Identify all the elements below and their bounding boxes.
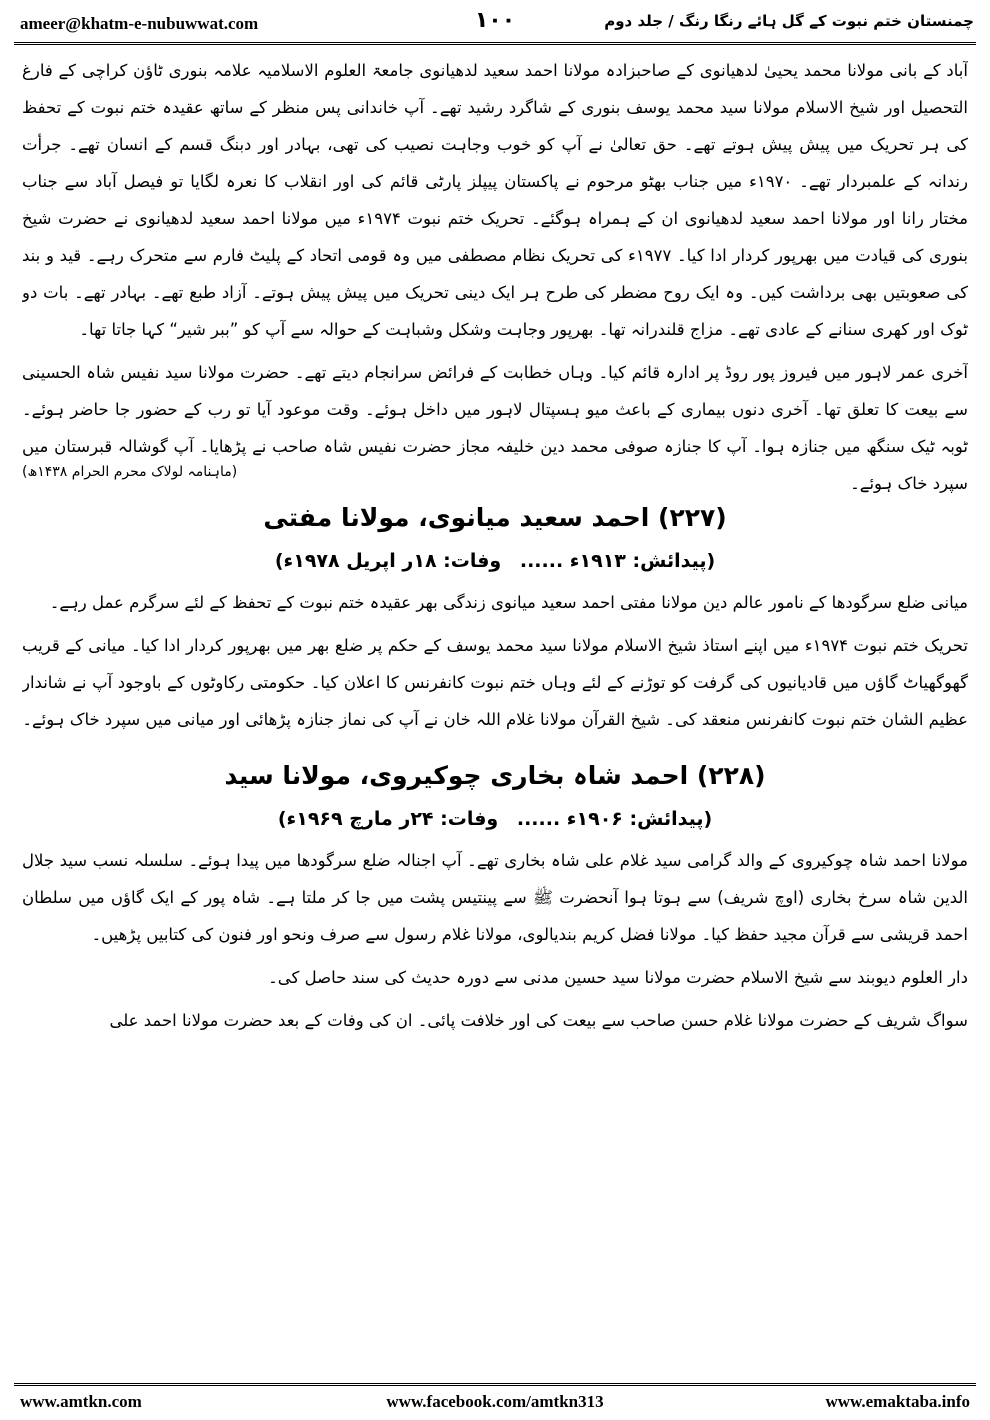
body-paragraph: دار العلوم دیوبند سے شیخ الاسلام حضرت مولانا سید حسین مدنی سے دورہ حدیث کی سند حاصل کی۔ — [268, 968, 968, 987]
body-paragraph: مولانا احمد شاہ چوکیروی کے والد گرامی سید غلام علی شاہ بخاری تھے۔ آپ اجنالہ ضلع سرگودھا میں پیدا ہوئے۔ سلسلہ نسب سید جلال الدین شاہ سرخ بخاری (اوچ شریف) سے ہوتا ہوا آنحضرت ﷺ سے پینتیس پشت میں جا کر ملتا ہے۔ شاہ پور کے ایک گاؤں میں سلطان احمد قریشی سے قرآن مجید حفظ کیا۔ مولانا فضل کریم بندیالوی، مولانا غلام رسول سے صرف ونحو اور فنون کی کتابیں پڑھیں۔ — [22, 851, 968, 944]
death-date: وفات: ۱۸ر اپریل ۱۹۷۸ء) — [274, 550, 502, 572]
body-paragraph: میانی ضلع سرگودھا کے نامور عالم دین مولانا مفتی احمد سعید میانوی زندگی بھر عقیدہ ختم نبوت کے تحفظ کے لئے سرگرم عمل رہے۔ — [49, 593, 968, 612]
source-citation: (ماہنامہ لولاک محرم الحرام ۱۴۳۸ھ) — [22, 464, 238, 480]
entry-dates-228 — [22, 802, 968, 836]
death-date: وفات: ۲۴ر مارچ ۱۹۶۹ء) — [277, 808, 499, 830]
entry-dates-227 — [22, 544, 968, 578]
footer-divider — [14, 1383, 976, 1386]
body-paragraph: سواگ شریف کے حضرت مولانا غلام حسن صاحب سے بیعت کی اور خلافت پائی۔ ان کی وفات کے بعد حضرت مولانا احمد علی — [109, 1011, 968, 1030]
header-email[interactable]: ameer@khatm-e-nubuwwat.com — [20, 14, 259, 33]
page-header — [14, 6, 976, 40]
header-divider — [14, 42, 976, 45]
page-number: ۱۰۰ — [474, 8, 516, 33]
body-paragraph: آخری عمر لاہور میں فیروز پور روڈ پر ادارہ قائم کیا۔ وہاں خطابت کے فرائض سرانجام دیتے تھے۔ حضرت مولانا سید نفیس شاہ الحسینی سے بیعت کا تعلق تھا۔ آخری دنوں بیماری کے باعث میو ہسپتال لاہور میں داخل ہوئے۔ وقت موعود آیا تو رب کے حضور جا حاضر ہوئے۔ ٹوبہ ٹیک سنگھ میں جنازہ ہوا۔ آپ کا جنازہ صوفی محمد دین خلیفہ مجاز حضرت نفیس شاہ صاحب نے پڑھایا۔ آپ گوشالہ قبرستان میں سپرد خاک ہوئے۔ — [22, 363, 968, 493]
birth-date: (پیدائش: ۱۹۱۳ء ...... — [519, 550, 716, 572]
body-paragraph: آباد کے بانی مولانا محمد یحییٰ لدھیانوی کے صاحبزادہ مولانا احمد سعید لدھیانوی جامعۃ العلوم الاسلامیہ علامہ بنوری ٹاؤن کراچی کے فارغ التحصیل اور شیخ الاسلام مولانا سید محمد یوسف بنوری کے شاگرد رشید تھے۔ آپ خاندانی پس منظر کے ساتھ عقیدہ ختم نبوت کے تحفظ کی ہر تحریک میں پیش پیش ہوتے تھے۔ حق تعالیٰ نے آپ کو خوب وجاہت نصیب کی تھی، بہادر اور دبنگ قسم کے انسان تھے۔ جرأت رندانہ کے علمبردار تھے۔ ۱۹۷۰ء میں جناب بھٹو مرحوم نے پاکستان پیپلز پارٹی قائم کی اور انقلاب کا نعرہ لگایا تو فیصل آباد سے جناب مختار رانا اور مولانا احمد سعید لدھیانوی ان کے ہمراہ ہوگئے۔ تحریک ختم نبوت ۱۹۷۴ء میں مولانا احمد سعید لدھیانوی نے حضرت شیخ بنوری کی قیادت میں بھرپور کردار ادا کیا۔ ۱۹۷۷ء کی تحریک نظام مصطفی میں وہ قومی اتحاد کے پلیٹ فارم سے متحرک رہے۔ قید و بند کی صعوبتیں بھی برداشت کیں۔ وہ ایک روح مضطر کی طرح ہر ایک دینی تحریک میں پیش پیش ہوتے۔ آزاد طبع تھے۔ بہادر تھے۔ بات دو ٹوک اور کھری سنانے کے عادی تھے۔ مزاج قلندرانہ تھا۔ بھرپور وجاہت وشکل وشباہت کے حوالہ سے آپ کو ”ببر شیر“ کہا جاتا تھا۔ — [22, 61, 968, 339]
birth-date: (پیدائش: ۱۹۰۶ء ...... — [516, 808, 713, 830]
body-paragraph: تحریک ختم نبوت ۱۹۷۴ء میں اپنے استاذ شیخ الاسلام مولانا سید محمد یوسف کے حکم پر ضلع بھر میں بھرپور کردار ادا کیا۔ میانی کے قریب گھوگھیاٹ گاؤں میں قادیانیوں کی گرفت کو توڑنے کے لئے وہاں ختم نبوت کانفرنس کا اعلان کیا۔ حکومتی رکاوٹوں کے باوجود آپ نے شاندار عظیم الشان ختم نبوت کانفرنس منعقد کی۔ شیخ القرآن مولانا غلام اللہ خان نے آپ کی نماز جنازہ پڑھائی اور میانی میں سپرد خاک ہوئے۔ — [22, 636, 968, 729]
entry-title-227: (۲۲۷) احمد سعید میانوی، مولانا مفتی — [263, 503, 727, 532]
entry-title-228: (۲۲۸) احمد شاہ بخاری چوکیروی، مولانا سید — [224, 761, 766, 790]
footer-link-facebook[interactable]: www.facebook.com/amtkn313 — [386, 1392, 604, 1411]
footer-link-amtkn[interactable]: www.amtkn.com — [20, 1392, 142, 1411]
page-body — [22, 52, 968, 1378]
book-title: چمنستان ختم نبوت کے گل ہائے رنگا رنگ / جلد دوم — [604, 12, 974, 30]
page-footer — [14, 1390, 976, 1414]
footer-link-emaktaba[interactable]: www.emaktaba.info — [825, 1392, 970, 1411]
